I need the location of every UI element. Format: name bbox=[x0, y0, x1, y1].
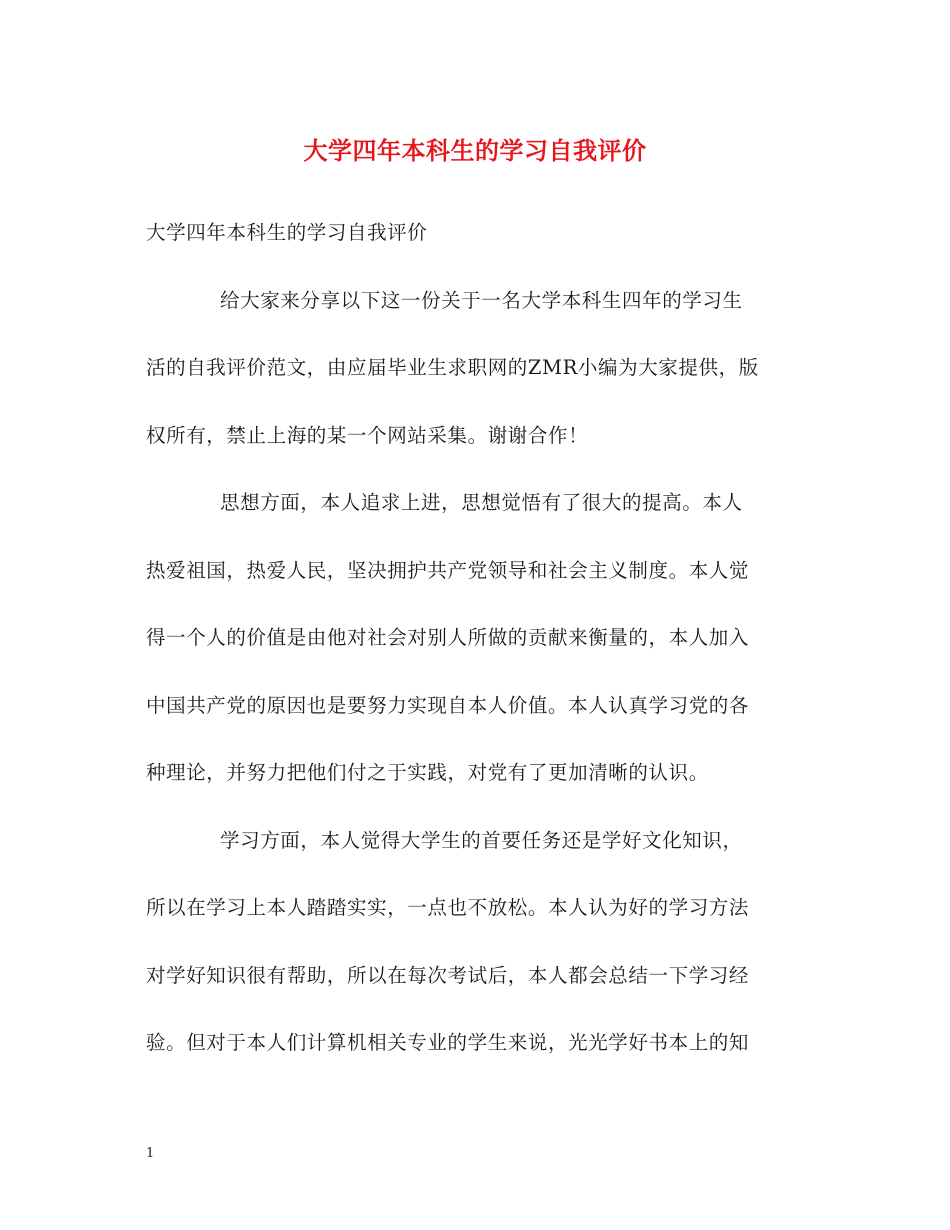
document-title: 大学四年本科生的学习自我评价 bbox=[303, 136, 647, 165]
paragraph-3-line-1: 学习方面，本人觉得大学生的首要任务还是学好文化知识， bbox=[220, 829, 743, 852]
document-subtitle: 大学四年本科生的学习自我评价 bbox=[146, 221, 428, 244]
paragraph-2-line-2: 热爱祖国，热爱人民，坚决拥护共产党领导和社会主义制度。本人觉 bbox=[146, 559, 750, 582]
paragraph-3-line-2: 所以在学习上本人踏踏实实，一点也不放松。本人认为好的学习方法 bbox=[146, 896, 750, 919]
paragraph-1-line-2: 活的自我评价范文，由应届毕业生求职网的ZMR小编为大家提供，版 bbox=[146, 356, 759, 379]
paragraph-1-line-3: 权所有，禁止上海的某一个网站采集。谢谢合作！ bbox=[146, 424, 589, 447]
paragraph-2-line-5: 种理论，并努力把他们付之于实践，对党有了更加清晰的认识。 bbox=[146, 761, 709, 784]
paragraph-2-line-4: 中国共产党的原因也是要努力实现自本人价值。本人认真学习党的各 bbox=[146, 694, 750, 717]
paragraph-3-line-3: 对学好知识很有帮助，所以在每次考试后，本人都会总结一下学习经 bbox=[146, 964, 750, 987]
paragraph-1-line-1: 给大家来分享以下这一份关于一名大学本科生四年的学习生 bbox=[220, 289, 743, 312]
paragraph-2-line-3: 得一个人的价值是由他对社会对别人所做的贡献来衡量的，本人加入 bbox=[146, 626, 750, 649]
paragraph-2-line-1: 思想方面，本人追求上进，思想觉悟有了很大的提高。本人 bbox=[220, 491, 743, 514]
page-number: 1 bbox=[146, 1146, 155, 1161]
paragraph-3-line-4: 验。但对于本人们计算机相关专业的学生来说，光光学好书本上的知 bbox=[146, 1031, 750, 1054]
